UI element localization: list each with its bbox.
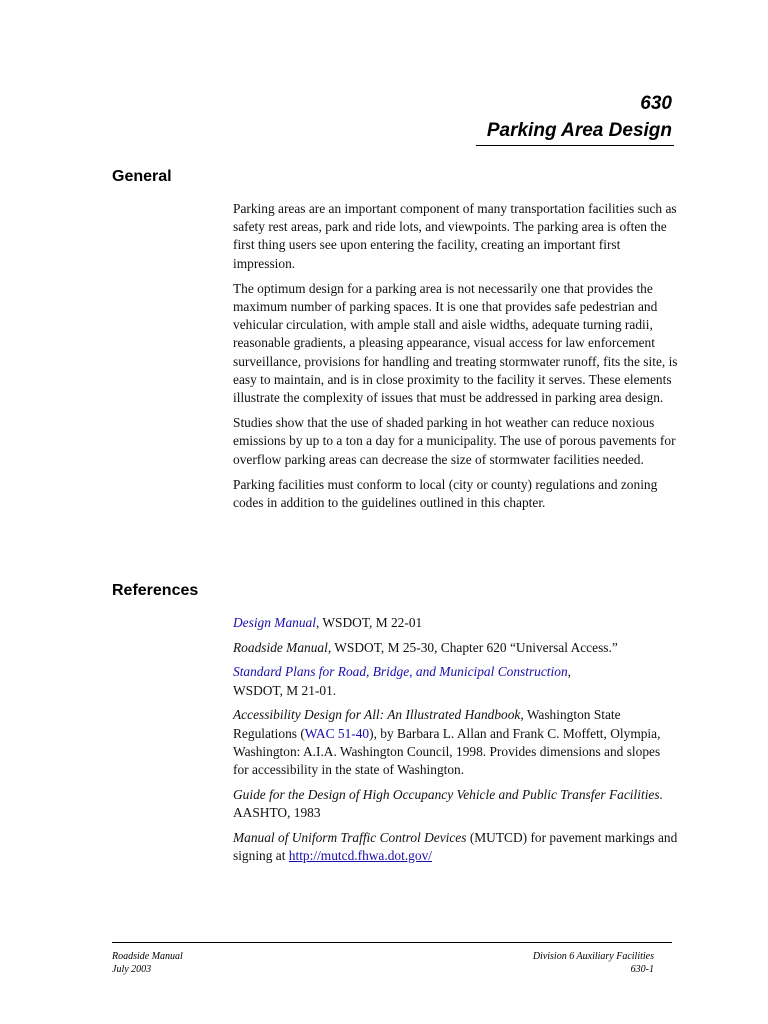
- general-heading: General: [112, 168, 172, 185]
- title-divider: [476, 145, 674, 146]
- mutcd-url-link[interactable]: http://mutcd.fhwa.dot.gov/: [288, 847, 432, 863]
- footer-date: July 2003: [112, 963, 152, 975]
- footer-page-number: 630-1: [630, 963, 654, 975]
- reference-standard-plans: Standard Plans for Road, Bridge, and Municipal Construction, WSDOT, M 21-01.: [233, 664, 571, 698]
- general-paragraph-3: Studies show that the use of shaded parking in hot weather can reduce noxious emissions by up to a ton a day for a municipality. The use of porous pavements for overflow parking areas can decrease the size of stormwater facilities needed.: [233, 415, 676, 467]
- footer-left: [112, 951, 183, 976]
- general-paragraph-1: Parking areas are an important component of many transportation facilities such as safety rest areas, park and ride lots, and viewpoints. The parking area is often the first thing users see upon entering the facility, creating an important first impression.: [233, 201, 677, 271]
- references-heading: References: [112, 582, 199, 599]
- design-manual-link[interactable]: Design Manual: [233, 615, 316, 630]
- footer-divider: [112, 942, 672, 943]
- general-paragraph-4: Parking facilities must conform to local (city or county) regulations and zoning codes in addition to the guidelines outlined in this chapter.: [233, 476, 658, 511]
- footer-manual-name: Roadside Manual: [112, 951, 183, 962]
- footer-division: Division 6 Auxiliary Facilities: [532, 951, 654, 962]
- reference-hov-guide: Guide for the Design of High Occupancy Vehicle and Public Transfer Facilities. AASHTO, 1983: [233, 786, 663, 820]
- reference-mutcd: Manual of Uniform Traffic Control Devices (MUTCD) for pavement markings and signing at http://mutcd.fhwa.dot.gov/: [233, 829, 678, 863]
- general-paragraph-2: The optimum design for a parking area is not necessarily one that provides the maximum number of parking spaces. It is one that provides safe pedestrian and vehicular circulation, with ample stall and aisle widths, adequate turning radii, reasonable gradients, a pleasing appearance, visual access for law enforcement surveillance, provisions for handling and treating stormwater runoff, fits the site, is easy to maintain, and is in close proximity to the facility it serves. These elements illustrate the complexity of issues that must be addressed in parking area design.: [233, 280, 678, 406]
- reference-design-manual: Design Manual, WSDOT, M 22-01: [233, 615, 423, 630]
- chapter-title: Parking Area Design: [486, 120, 672, 141]
- reference-roadside-manual: Roadside Manual, WSDOT, M 25-30, Chapter 620 “Universal Access.”: [233, 639, 618, 655]
- footer-right: [533, 951, 654, 976]
- wac-51-40-link[interactable]: WAC 51-40: [304, 725, 370, 741]
- reference-accessibility-design: Accessibility Design for All: An Illustrated Handbook, Washington State Regulations (WAC 51-40), by Barbara L. Allan and Frank C. Moffett, Olympia, Washington: A.I.A. Washington Council, 1998. Provides dimensions and slopes for accessibility in the state of Washington.: [233, 707, 661, 777]
- general-section: [233, 200, 679, 519]
- references-section: [233, 614, 679, 871]
- standard-plans-link[interactable]: Standard Plans for Road, Bridge, and Municipal Construction: [233, 664, 568, 680]
- chapter-number: 630: [640, 93, 672, 114]
